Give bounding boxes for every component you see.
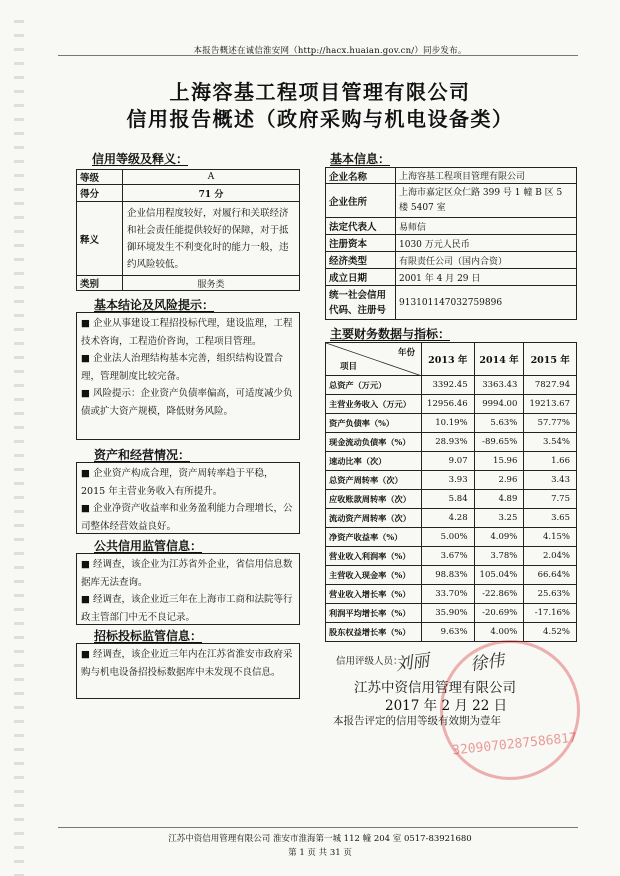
cell: 7827.94 — [524, 376, 577, 395]
cell: 3392.45 — [422, 376, 475, 395]
cell: -89.65% — [474, 433, 524, 452]
cell: 105.04% — [474, 566, 524, 585]
cell: 4.00% — [474, 623, 524, 642]
public-credit-box — [76, 553, 300, 625]
financial-corner-cell — [326, 343, 422, 376]
cell: 10.19% — [422, 414, 475, 433]
conclusion-item: ■ 企业法人治理结构基本完善，组织结构设置合理，管理制度比较完备。 — [81, 353, 283, 382]
cell: -22.86% — [474, 585, 524, 604]
bidding-box — [76, 643, 300, 699]
basic-info-table — [325, 167, 577, 320]
economic-type-label: 经济类型 — [326, 252, 396, 269]
rating-label: 等级 — [77, 170, 123, 185]
cell: 4.89 — [474, 490, 524, 509]
score-label: 得分 — [77, 185, 123, 202]
company-name-value: 上海容基工程项目管理有限公司 — [396, 168, 577, 184]
capital-value: 1030 万元人民币 — [396, 235, 577, 252]
cell: 28.93% — [422, 433, 475, 452]
legal-rep-value: 易师信 — [396, 218, 577, 235]
cell: 9.07 — [422, 452, 475, 471]
rater-label: 信用评级人员： — [336, 656, 403, 667]
public-credit-item: ■ 经调查，该企业为江苏省外企业，省信用信息数据库无法查询。 — [81, 559, 293, 588]
row-label: 营业收入增长率（%） — [326, 585, 422, 604]
corner-item-label: 项目 — [340, 362, 358, 372]
financial-row — [326, 490, 577, 509]
cell: 2.04% — [524, 547, 577, 566]
conclusion-section-title: 基本结论及风险提示： — [94, 298, 215, 312]
row-label: 现金流动负债率（%） — [326, 433, 422, 452]
cell: 9994.00 — [474, 395, 524, 414]
binding-holes — [14, 20, 24, 876]
financial-row — [326, 509, 577, 528]
cell: 9.63% — [422, 623, 475, 642]
cell: 3.25 — [474, 509, 524, 528]
page-number: 第 1 页 共 31 页 — [288, 848, 352, 858]
basic-info-section-title: 基本信息： — [330, 152, 391, 166]
cell: 3.93 — [422, 471, 475, 490]
publish-note: 本报告概述在诚信淮安网（http://hacx.huaian.gov.cn/）同步发布。 — [193, 46, 467, 56]
address-label: 企业住所 — [326, 184, 396, 218]
year-header: 2014 年 — [474, 343, 524, 376]
financial-row — [326, 376, 577, 395]
row-label: 净资产收益率（%） — [326, 528, 422, 547]
row-label: 资产负债率（%） — [326, 414, 422, 433]
bidding-section-title: 招标投标监管信息： — [94, 629, 203, 643]
assets-box — [76, 462, 300, 534]
cell: 3.78% — [474, 547, 524, 566]
conclusion-box — [76, 312, 300, 440]
row-label: 股东权益增长率（%） — [326, 623, 422, 642]
row-label: 主营业务收入（万元） — [326, 395, 422, 414]
conclusion-item: ■ 企业从事建设工程招投标代理，建设监理，工程技术咨询，工程造价咨询，工程项目管理。 — [81, 318, 293, 347]
address-value: 上海市嘉定区众仁路 399 号 1 幢 B 区 5 楼 5407 室 — [396, 184, 577, 218]
public-credit-section-title: 公共信用监管信息： — [94, 539, 203, 553]
row-label: 应收账款周转率（次） — [326, 490, 422, 509]
rating-value: A — [123, 170, 300, 185]
company-name-label: 企业名称 — [326, 168, 396, 184]
financial-row — [326, 585, 577, 604]
credit-code-label: 统一社会信用代码、注册号 — [326, 286, 396, 320]
validity-note: 本报告评定的信用等级有效期为壹年 — [333, 715, 501, 727]
seal-number: 3209070287586817 — [451, 730, 578, 759]
assets-item: ■ 企业资产构成合理，资产周转率趋于平稳，2015 年主营业务收入有所提升。 — [81, 468, 274, 497]
report-title-company: 上海容基工程项目管理有限公司 — [169, 80, 471, 104]
rating-agency-name: 江苏中资信用管理有限公司 — [354, 680, 516, 696]
economic-type-value: 有限责任公司（国内合资） — [396, 252, 577, 269]
financial-row — [326, 547, 577, 566]
rater-signature-2: 徐伟 — [469, 650, 506, 676]
founded-date-label: 成立日期 — [326, 269, 396, 286]
financial-section-title: 主要财务数据与指标： — [330, 327, 451, 341]
cell: 33.70% — [422, 585, 475, 604]
financial-row — [326, 414, 577, 433]
row-label: 利润平均增长率（%） — [326, 604, 422, 623]
cell: 5.84 — [422, 490, 475, 509]
row-label: 流动资产周转率（次） — [326, 509, 422, 528]
category-label: 类别 — [77, 276, 123, 291]
footer-address: 江苏中资信用管理有限公司 淮安市淮海第一城 112 幢 204 室 0517-83921680 — [168, 834, 472, 844]
public-credit-item: ■ 经调查，该企业近三年在上海市工商和法院等行政主管部门中无不良记录。 — [81, 594, 293, 623]
cell: 12956.46 — [422, 395, 475, 414]
cell: 5.00% — [422, 528, 475, 547]
cell: 57.77% — [524, 414, 577, 433]
row-label: 总资产周转率（次） — [326, 471, 422, 490]
financial-row — [326, 471, 577, 490]
rater-signature-1: 刘丽 — [394, 650, 431, 676]
rating-table — [76, 169, 300, 291]
founded-date-value: 2001 年 4 月 29 日 — [396, 269, 577, 286]
category-value: 服务类 — [123, 276, 300, 291]
bidding-item: ■ 经调查，该企业近三年内在江苏省淮安市政府采购与机电设备招投标数据库中未发现不良信息。 — [81, 649, 293, 678]
financial-row — [326, 433, 577, 452]
row-label: 总资产（万元） — [326, 376, 422, 395]
row-label: 主营收入现金率（%） — [326, 566, 422, 585]
conclusion-item: ■ 风险提示：企业资产负债率偏高，可适度减少负债或扩大资产规模，降低财务风险。 — [81, 388, 293, 417]
row-label: 速动比率（次） — [326, 452, 422, 471]
financial-table — [325, 342, 577, 642]
assets-item: ■ 企业净资产收益率和业务盈利能力合理增长，公司整体经营效益良好。 — [81, 503, 293, 532]
footer-divider — [58, 827, 578, 828]
cell: 3.43 — [524, 471, 577, 490]
capital-label: 注册资本 — [326, 235, 396, 252]
cell: 7.75 — [524, 490, 577, 509]
cell: 35.90% — [422, 604, 475, 623]
assets-section-title: 资产和经营情况： — [94, 448, 191, 462]
cell: 4.28 — [422, 509, 475, 528]
report-title-type: 信用报告概述（政府采购与机电设备类） — [126, 107, 514, 131]
cell: -17.16% — [524, 604, 577, 623]
year-header: 2013 年 — [422, 343, 475, 376]
cell: 4.15% — [524, 528, 577, 547]
rating-section-title: 信用等级及释义： — [92, 152, 189, 166]
cell: 3.67% — [422, 547, 475, 566]
cell: 2.96 — [474, 471, 524, 490]
financial-row — [326, 452, 577, 471]
header-divider — [58, 55, 578, 56]
row-label: 营业收入利润率（%） — [326, 547, 422, 566]
cell: 3.54% — [524, 433, 577, 452]
financial-row — [326, 623, 577, 642]
cell: -20.69% — [474, 604, 524, 623]
legal-rep-label: 法定代表人 — [326, 218, 396, 235]
score-value: 71 分 — [123, 185, 300, 202]
year-header: 2015 年 — [524, 343, 577, 376]
meaning-value: 企业信用程度较好，对履行和关联经济和社会责任能提供较好的保障，对于抵御环境发生不利变化时的能力一般，违约风险较低。 — [123, 202, 300, 276]
corner-year-label: 年份 — [397, 348, 415, 358]
financial-row — [326, 395, 577, 414]
financial-row — [326, 528, 577, 547]
cell: 1.66 — [524, 452, 577, 471]
cell: 5.63% — [474, 414, 524, 433]
cell: 98.83% — [422, 566, 475, 585]
cell: 4.09% — [474, 528, 524, 547]
cell: 66.64% — [524, 566, 577, 585]
cell: 15.96 — [474, 452, 524, 471]
cell: 3363.43 — [474, 376, 524, 395]
financial-row — [326, 566, 577, 585]
credit-code-value: 913101147032759896 — [396, 286, 577, 320]
cell: 19213.67 — [524, 395, 577, 414]
financial-row — [326, 604, 577, 623]
meaning-label: 释义 — [77, 202, 123, 276]
cell: 4.52% — [524, 623, 577, 642]
report-date: 2017 年 2 月 22 日 — [385, 698, 508, 714]
cell: 25.63% — [524, 585, 577, 604]
cell: 3.65 — [524, 509, 577, 528]
